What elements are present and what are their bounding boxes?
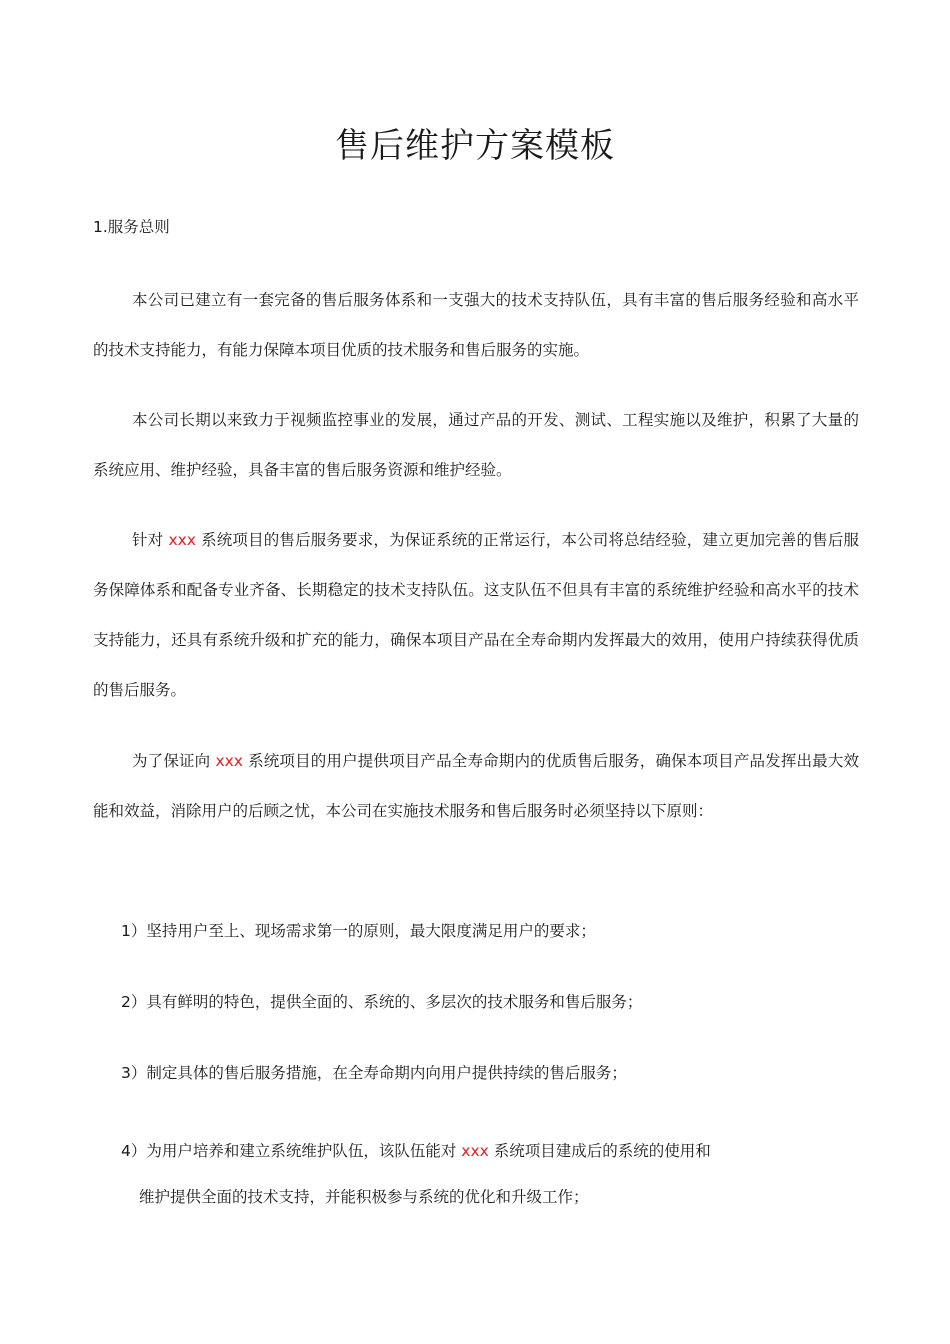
paragraph-1	[93, 275, 859, 375]
document-title: 售后维护方案模板	[335, 126, 615, 166]
paragraph-4-lead: 为了保证向	[132, 752, 216, 770]
principle-1: 1）坚持用户至上、现场需求第一的原则，最大限度满足用户的要求；	[121, 922, 596, 940]
paragraph-4	[93, 736, 859, 836]
paragraph-3	[93, 515, 859, 715]
principle-4-continuation: 维护提供全面的技术支持，并能积极参与系统的优化和升级工作；	[139, 1188, 589, 1206]
principle-3: 3）制定具体的售后服务措施，在全寿命期内向用户提供持续的售后服务；	[121, 1064, 627, 1082]
project-placeholder: xxx	[168, 531, 196, 549]
paragraph-3-body: 系统项目的售后服务要求，为保证系统的正常运行，本公司将总结经验，建立更加完善的售后服务保障体系和配备专业齐备、长期稳定的技术支持队伍。这支队伍不但具有丰富的系统维护经验和高水平的技术支持能力，还具有系统升级和扩充的能力，确保本项目产品在全寿命期内发挥最大的效用，使用户持续获得优质的售后服务。	[93, 531, 859, 699]
paragraph-2-text: 本公司长期以来致力于视频监控事业的发展，通过产品的开发、测试、工程实施以及维护，积累了大量的系统应用、维护经验，具备丰富的售后服务资源和维护经验。	[93, 411, 859, 479]
principle-2: 2）具有鲜明的特色，提供全面的、系统的、多层次的技术服务和售后服务；	[121, 993, 643, 1011]
principle-4-lead: 4）为用户培养和建立系统维护队伍，该队伍能对	[121, 1142, 462, 1160]
project-placeholder: xxx	[461, 1142, 489, 1160]
section-heading: 1.服务总则	[93, 218, 170, 236]
principle-4-body: 系统项目建成后的系统的使用和	[488, 1142, 711, 1160]
principle-4	[121, 1128, 841, 1220]
paragraph-3-lead: 针对	[132, 531, 169, 549]
project-placeholder: xxx	[215, 752, 243, 770]
paragraph-1-text: 本公司已建立有一套完备的售后服务体系和一支强大的技术支持队伍，具有丰富的售后服务经验和高水平的技术支持能力，有能力保障本项目优质的技术服务和售后服务的实施。	[93, 291, 859, 359]
paragraph-2	[93, 395, 859, 495]
paragraph-4-body: 系统项目的用户提供项目产品全寿命期内的优质售后服务，确保本项目产品发挥出最大效能和效益，消除用户的后顾之忧，本公司在实施技术服务和售后服务时必须坚持以下原则：	[93, 752, 859, 820]
